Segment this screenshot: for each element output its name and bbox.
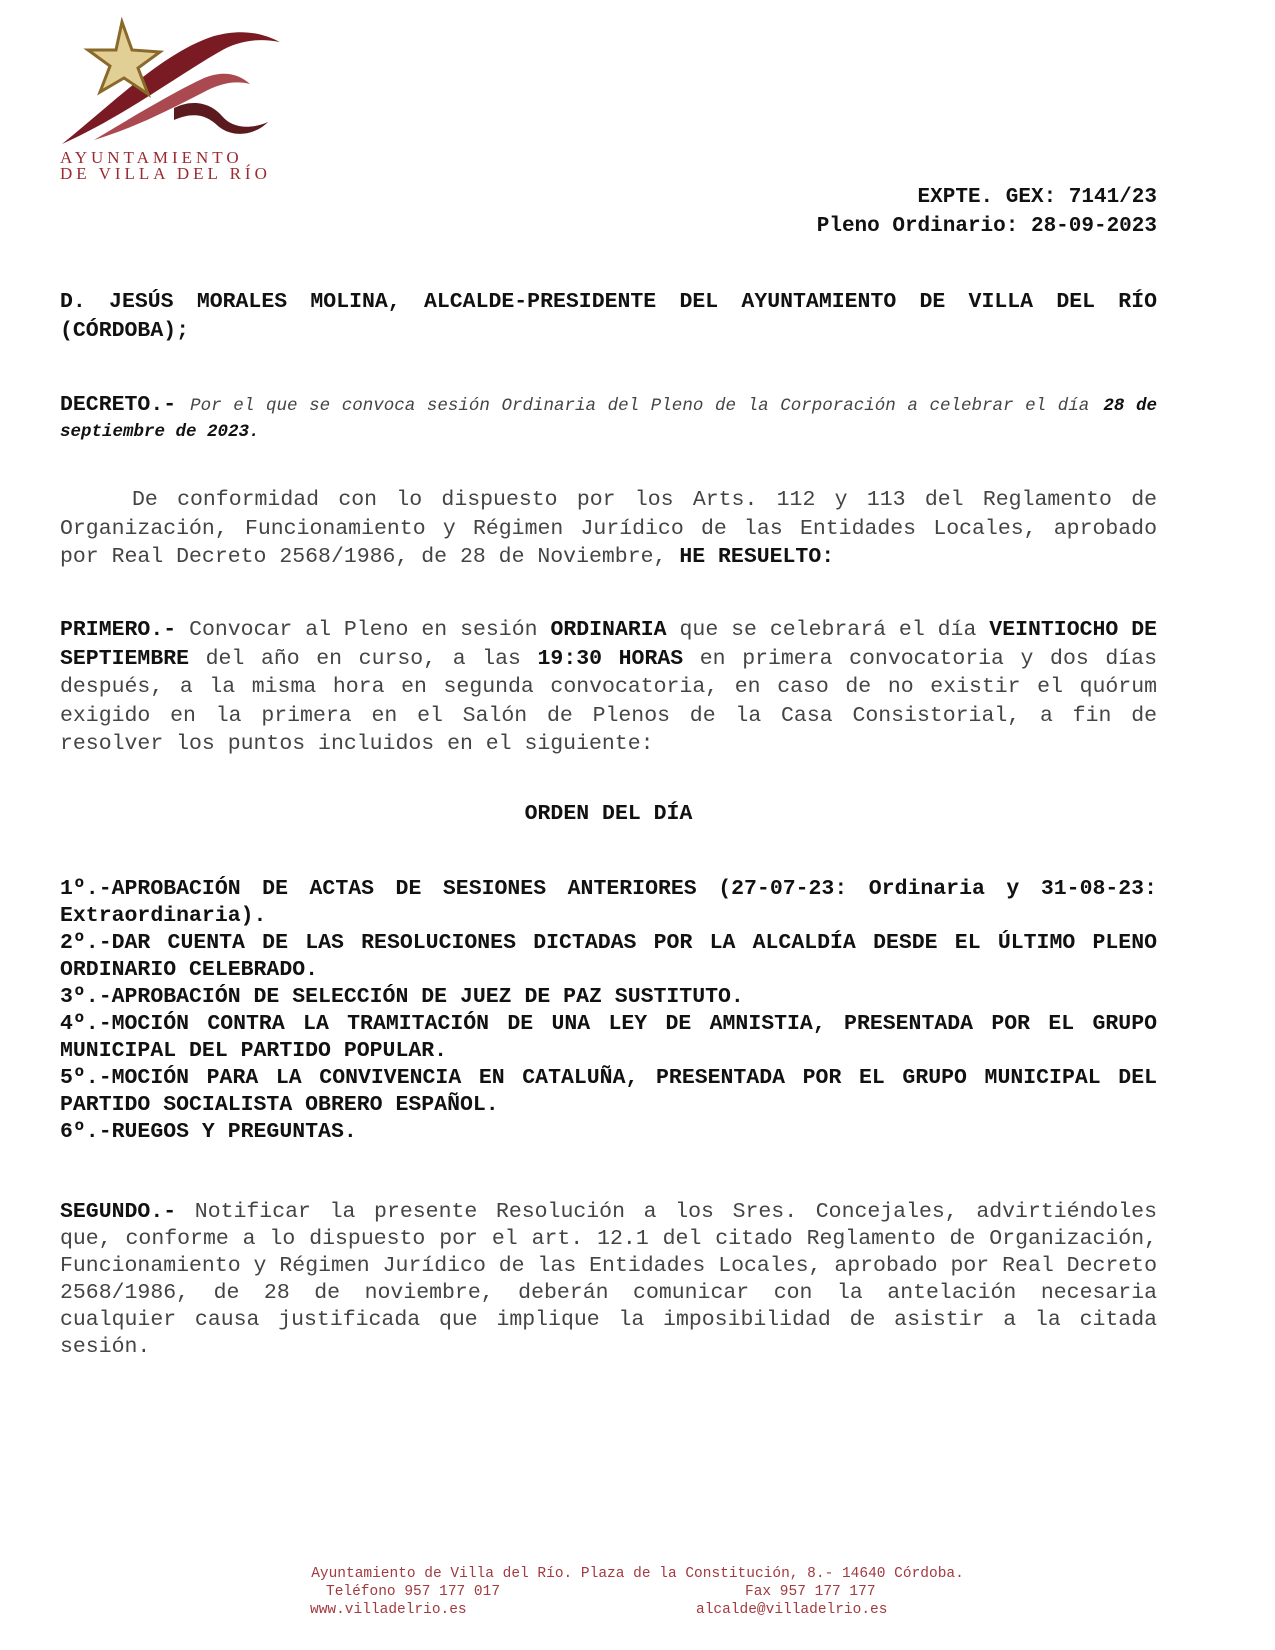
primero-session-type: ORDINARIA bbox=[550, 618, 667, 642]
footer bbox=[0, 1565, 1275, 1619]
orden-item: 2º.-DAR CUENTA DE LAS RESOLUCIONES DICTADAS POR LA ALCALDÍA DESDE EL ÚLTIMO PLENO ORDINARIO CELEBRADO. bbox=[60, 931, 1157, 982]
footer-contact-row bbox=[0, 1583, 1275, 1601]
footer-address: Ayuntamiento de Villa del Río. Plaza de la Constitución, 8.- 14640 Córdoba. bbox=[311, 1566, 964, 1582]
segundo-text: Notificar la presente Resolución a los Sres. Concejales, advirtiéndoles que, conforme a lo dispuesto por el art. 12.1 del citado Reglamento de Organización, Funcionamiento y Régimen Jurídico de las Entidades Locales, aprobado por Real Decreto 2568/1986, de 28 de noviembre, deberán comunicar con la antelación necesaria cualquier causa justificada que implique la imposibilidad de asistir a la citada sesión. bbox=[60, 1200, 1157, 1359]
decreto bbox=[60, 393, 1157, 445]
orden-item: 5º.-MOCIÓN PARA LA CONVIVENCIA EN CATALUÑA, PRESENTADA POR EL GRUPO MUNICIPAL DEL PARTIDO SOCIALISTA OBRERO ESPAÑOL. bbox=[60, 1066, 1157, 1117]
primero-date: VEINTIOCHO DE SEPTIEMBRE bbox=[60, 618, 1158, 671]
primero-label: PRIMERO.- bbox=[60, 618, 177, 642]
footer-web-row bbox=[0, 1601, 1275, 1619]
primero-paragraph bbox=[60, 616, 1157, 759]
orden-title: ORDEN DEL DÍA bbox=[524, 802, 693, 826]
orden-item: 3º.-APROBACIÓN DE SELECCIÓN DE JUEZ DE PAZ SUSTITUTO. bbox=[60, 985, 744, 1009]
footer-email-link[interactable]: alcalde@villadelrio.es bbox=[696, 1602, 888, 1618]
pleno-date: Pleno Ordinario: 28-09-2023 bbox=[816, 215, 1157, 238]
segundo-label: SEGUNDO.- bbox=[60, 1200, 177, 1224]
intro-paragraph bbox=[60, 486, 1157, 572]
segundo-paragraph bbox=[60, 1199, 1157, 1361]
orden-list bbox=[60, 876, 1157, 1146]
issuer: D. JESÚS MORALES MOLINA, ALCALDE-PRESIDENTE DEL AYUNTAMIENTO DE VILLA DEL RÍO (CÓRDOBA); bbox=[60, 290, 1157, 343]
decreto-text: Por el que se convoca sesión Ordinaria del Pleno de la Corporación a celebrar el día bbox=[190, 396, 1090, 416]
primero-text-4: en primera convocatoria y dos días después, a la misma hora en segunda convocatoria, en caso de no existir el quórum exigido en la primera en el Salón de Plenos de la Casa Consistorial, a fin de resolver los puntos incluidos en el siguiente: bbox=[60, 646, 1157, 756]
intro-resolved: HE RESUELTO: bbox=[679, 545, 835, 569]
logo-wave bbox=[174, 103, 268, 134]
expediente-number: EXPTE. GEX: 7141/23 bbox=[917, 186, 1157, 209]
footer-fax: Fax 957 177 177 bbox=[745, 1584, 876, 1600]
orden-item: 4º.-MOCIÓN CONTRA LA TRAMITACIÓN DE UNA LEY DE AMNISTIA, PRESENTADA POR EL GRUPO MUNICIPAL DEL PARTIDO POPULAR. bbox=[60, 1012, 1157, 1063]
logo-text bbox=[60, 150, 271, 182]
orden-item: 1º.-APROBACIÓN DE ACTAS DE SESIONES ANTERIORES (27-07-23: Ordinaria y 31-08-23: Extraordinaria). bbox=[60, 877, 1157, 928]
expediente-header bbox=[817, 183, 1157, 241]
intro-text: De conformidad con lo dispuesto por los Arts. 112 y 113 del Reglamento de Organización, Funcionamiento y Régimen Jurídico de las Entidades Locales, aprobado por Real Decreto 2568/1986, de 28 de Noviembre, bbox=[60, 488, 1157, 569]
primero-time: 19:30 HORAS bbox=[537, 646, 684, 671]
logo-line-1: AYUNTAMIENTO bbox=[60, 148, 243, 167]
orden-item: 6º.-RUEGOS Y PREGUNTAS. bbox=[60, 1120, 357, 1144]
footer-web-link[interactable]: www.villadelrio.es bbox=[310, 1602, 467, 1618]
primero-text-2: que se celebrará el día bbox=[679, 618, 977, 642]
decreto-label: DECRETO.- bbox=[60, 393, 177, 417]
primero-text-3: del año en curso, a las bbox=[205, 646, 521, 671]
decreto-date: 28 de septiembre de 2023. bbox=[60, 396, 1158, 442]
footer-phone: Teléfono 957 177 017 bbox=[326, 1584, 501, 1600]
primero-text-1: Convocar al Pleno en sesión bbox=[189, 618, 538, 642]
logo-line-2: DE VILLA DEL RÍO bbox=[60, 164, 271, 183]
